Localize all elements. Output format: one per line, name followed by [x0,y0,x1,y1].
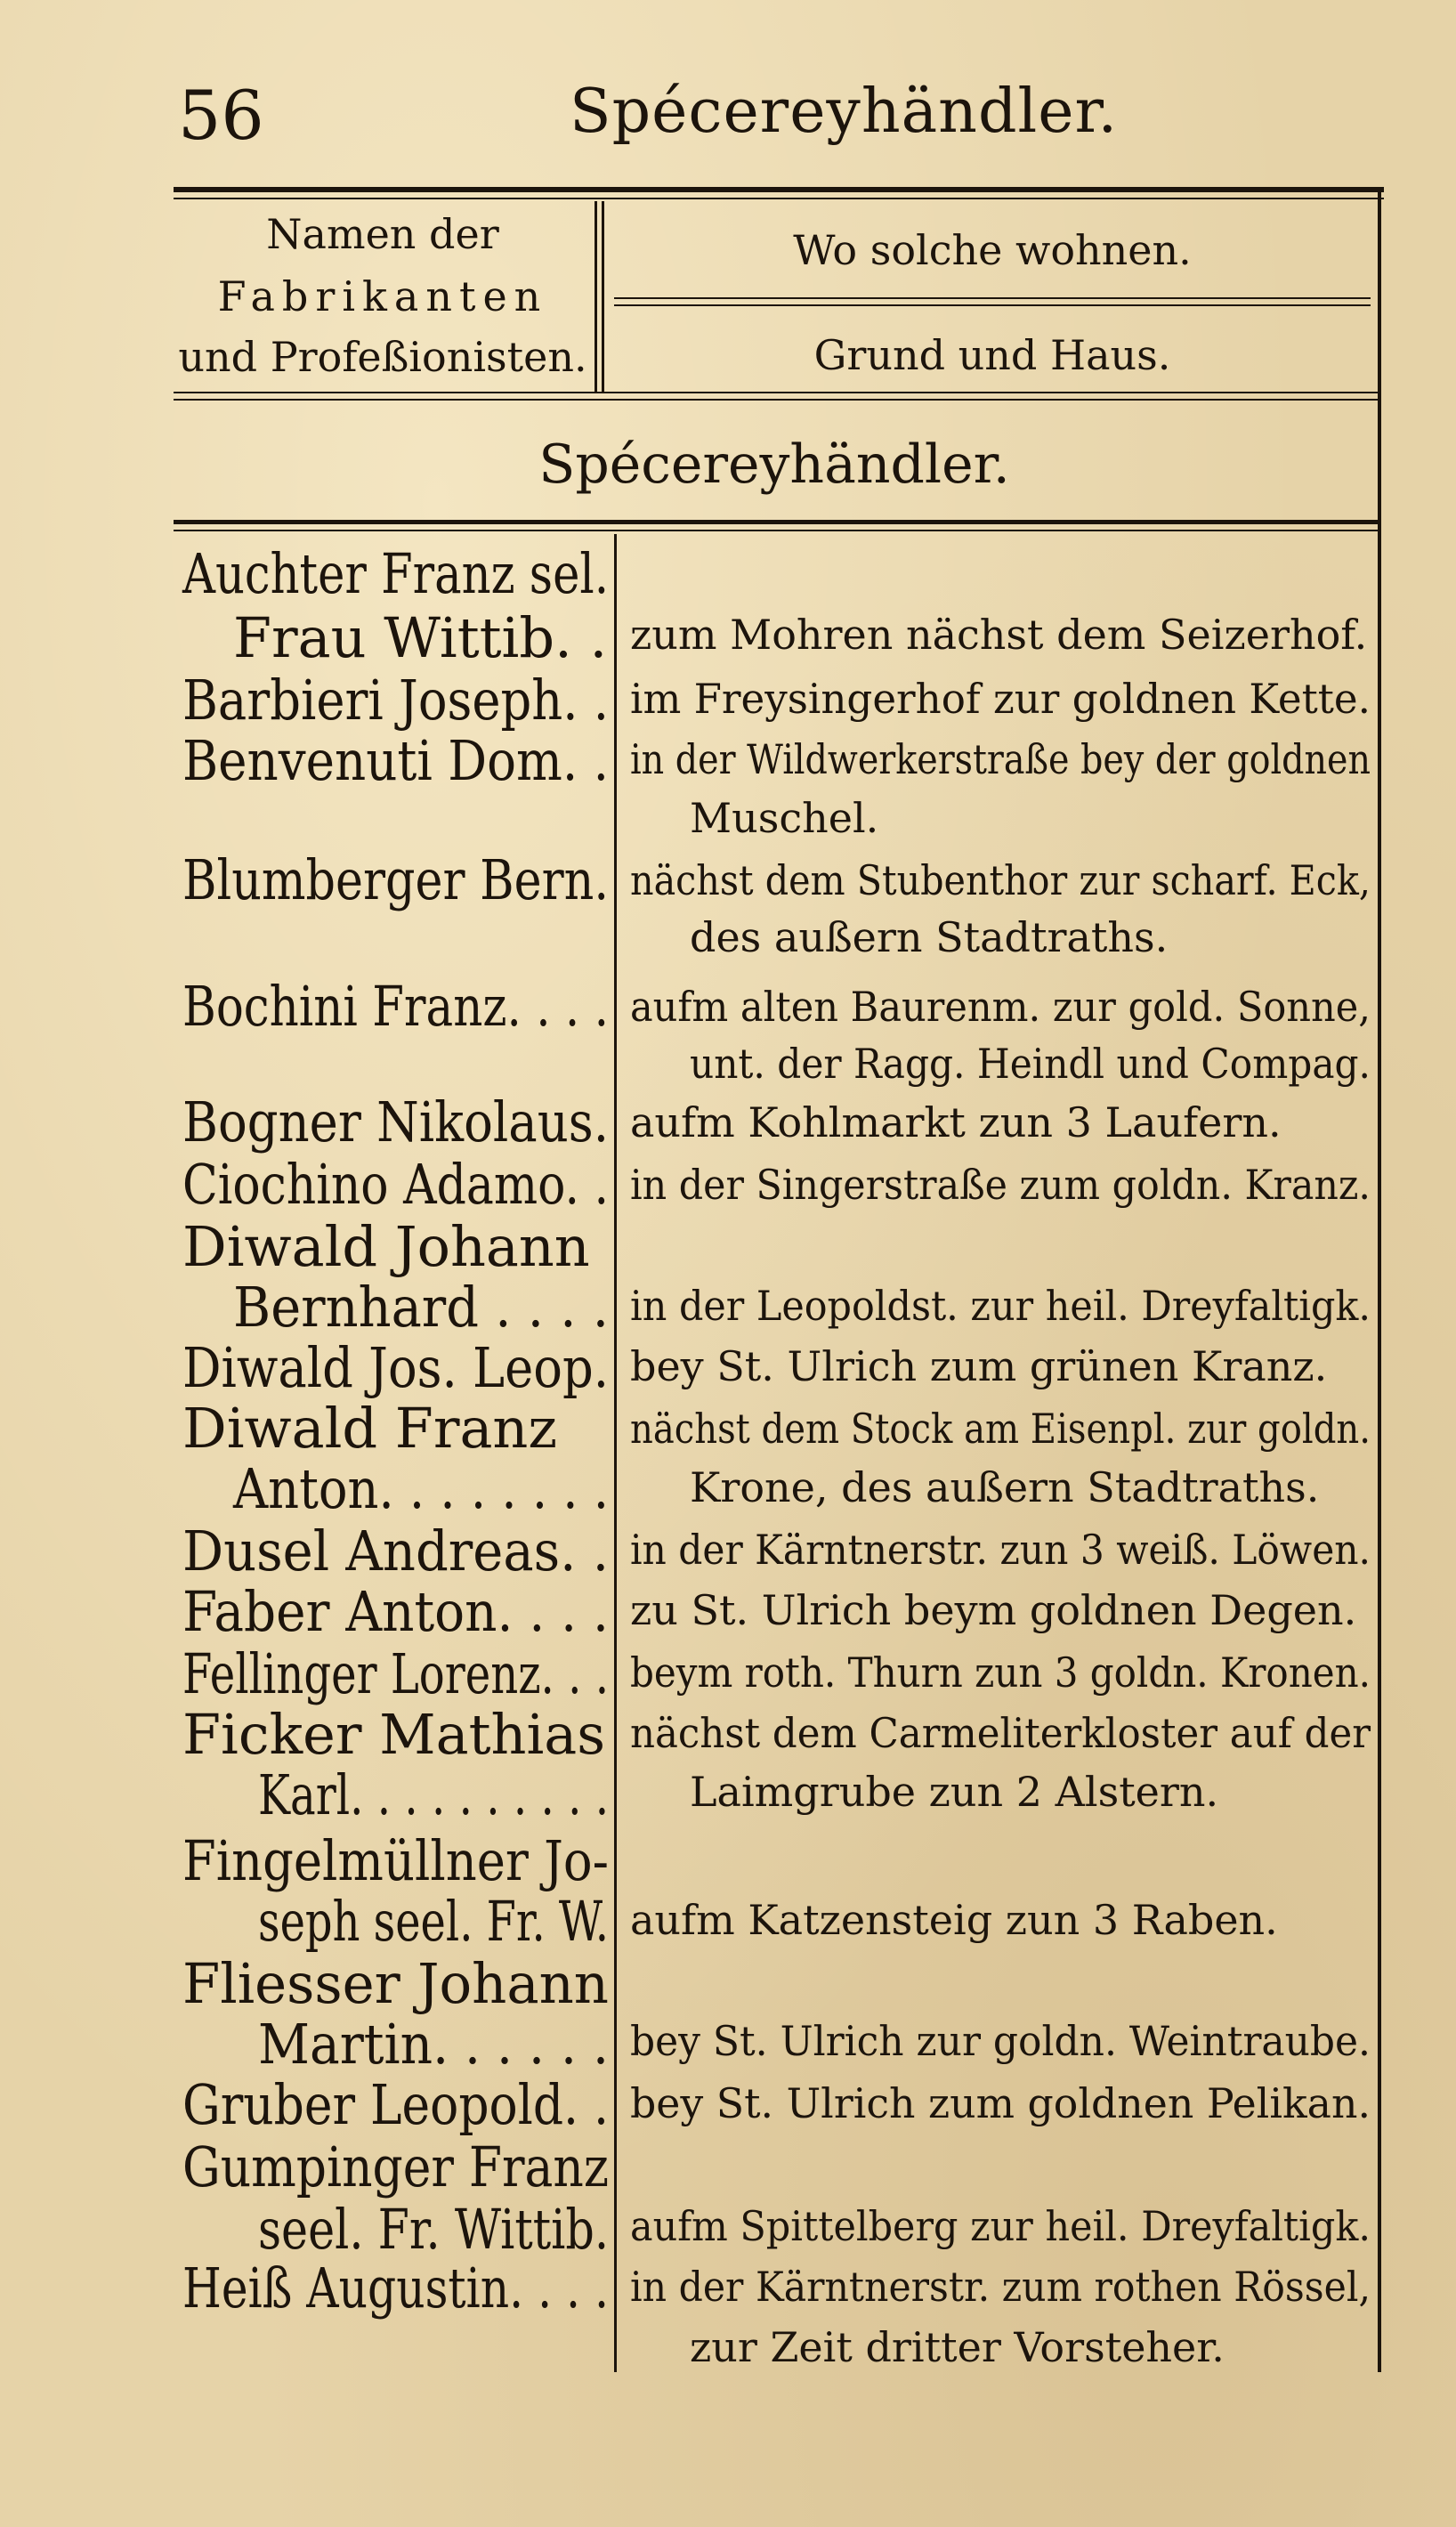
entry-name: seel. Fr. Wittib. [258,2197,609,2262]
entry-address: des außern Stadtraths. [690,913,1169,961]
header-right-mid-rule-2 [614,304,1371,306]
entry-name: Ciochino Adamo. . [182,1152,609,1217]
entry-address: zu St. Ulrich beym goldnen Degen. [630,1586,1357,1634]
entry-name: Auchter Franz sel. [182,541,609,606]
entry-address: aufm alten Baurenm. zur gold. Sonne, [630,983,1371,1031]
entry-name: Fliesser Johann [182,1951,609,2016]
header-divider-left [595,201,597,392]
entry-name: Bernhard . . . . [233,1275,609,1340]
entry-address: zur Zeit dritter Vorsteher. [690,2323,1225,2371]
entry-name: Martin. . . . . . [258,2012,609,2077]
entry-name: Gruber Leopold. . [182,2072,609,2137]
section-title: Spécereyhändler. [538,433,1010,496]
entry-address: in der Kärntnerstr. zun 3 weiß. Löwen. [630,1526,1371,1574]
entry-name: Benvenuti Dom. . [182,728,609,793]
entry-name: Heiß Augustin. . . . [182,2256,609,2320]
entry-name: Gumpinger Franz [182,2134,609,2199]
entry-address: aufm Spittelberg zur heil. Dreyfaltigk. [630,2202,1371,2250]
entry-name: Dusel Andreas. . [182,1519,609,1583]
entry-name: Bogner Nikolaus. [182,1089,609,1154]
entry-address: Muschel. [690,794,879,842]
entry-address: Krone, des außern Stadtraths. [690,1463,1320,1511]
entry-name: Karl. . . . . . . . . . [258,1762,609,1827]
header-divider-right [602,201,604,392]
header-left-line2: Fabrikanten [217,272,548,320]
entry-address: in der Leopoldst. zur heil. Dreyfaltigk. [630,1282,1371,1330]
entry-address: unt. der Ragg. Heindl und Compag. [690,1040,1371,1088]
entry-name: Diwald Jos. Leop. [182,1335,609,1400]
entry-address: aufm Kohlmarkt zun 3 Laufern. [630,1098,1282,1146]
body-column-divider [614,534,617,2372]
entry-name: Bochini Franz. . . . [182,974,609,1039]
entry-name: seph seel. Fr. W. [258,1889,609,1954]
entry-address: nächst dem Stubenthor zur scharf. Eck, [630,856,1371,904]
running-title: Spécereyhändler. [570,77,1119,147]
entry-name: Faber Anton. . . . [182,1579,609,1644]
entry-name: Fingelmüllner Jo- [182,1828,609,1893]
top-rule-thick [174,187,1384,192]
entry-address: bey St. Ulrich zur goldn. Weintraube. [630,2017,1371,2065]
right-border-rule [1378,187,1381,2372]
entry-name: Blumberger Bern. [182,847,609,912]
header-right-top: Wo solche wohnen. [793,226,1192,274]
entry-address: nächst dem Carmeliterkloster auf der [630,1709,1371,1757]
entry-address: aufm Katzensteig zun 3 Raben. [630,1896,1278,1944]
entry-name: Diwald Johann [182,1214,590,1279]
entry-address: bey St. Ulrich zum grünen Kranz. [630,1342,1328,1390]
header-right-bottom: Grund und Haus. [813,331,1171,379]
header-right-mid-rule-1 [614,297,1371,299]
entry-name: Anton. . . . . . . . [233,1456,609,1521]
entry-address: bey St. Ulrich zum goldnen Pelikan. [630,2079,1371,2127]
entry-name: Frau Wittib. . [233,605,608,670]
header-left-line1: Namen der [266,210,499,258]
entry-address: im Freysingerhof zur goldnen Kette. [630,675,1371,723]
entry-name: Barbieri Joseph. . [182,668,609,733]
header-bottom-rule-2 [174,399,1379,401]
entry-address: in der Kärntnerstr. zum rothen Rössel, [630,2263,1371,2311]
entry-name: Diwald Franz [182,1396,558,1461]
entry-address: zum Mohren nächst dem Seizerhof. [630,611,1368,659]
entry-address: in der Wildwerkerstraße bey der goldnen [630,735,1371,783]
section-rule-thick [174,520,1379,524]
entry-name: Fellinger Lorenz. . . [182,1641,609,1706]
page-number: 56 [178,76,264,155]
entry-name: Ficker Mathias [182,1702,606,1767]
entry-address: Laimgrube zun 2 Alstern. [690,1768,1219,1816]
top-rule-thin [174,198,1384,199]
section-rule-thin [174,530,1379,531]
header-bottom-rule-1 [174,392,1379,393]
entry-address: beym roth. Thurn zun 3 goldn. Kronen. [630,1648,1371,1697]
entry-address: nächst dem Stock am Eisenpl. zur goldn. [630,1405,1371,1453]
header-left-line3: und Profeßionisten. [178,333,587,381]
entry-address: in der Singerstraße zum goldn. Kranz. [630,1161,1371,1209]
